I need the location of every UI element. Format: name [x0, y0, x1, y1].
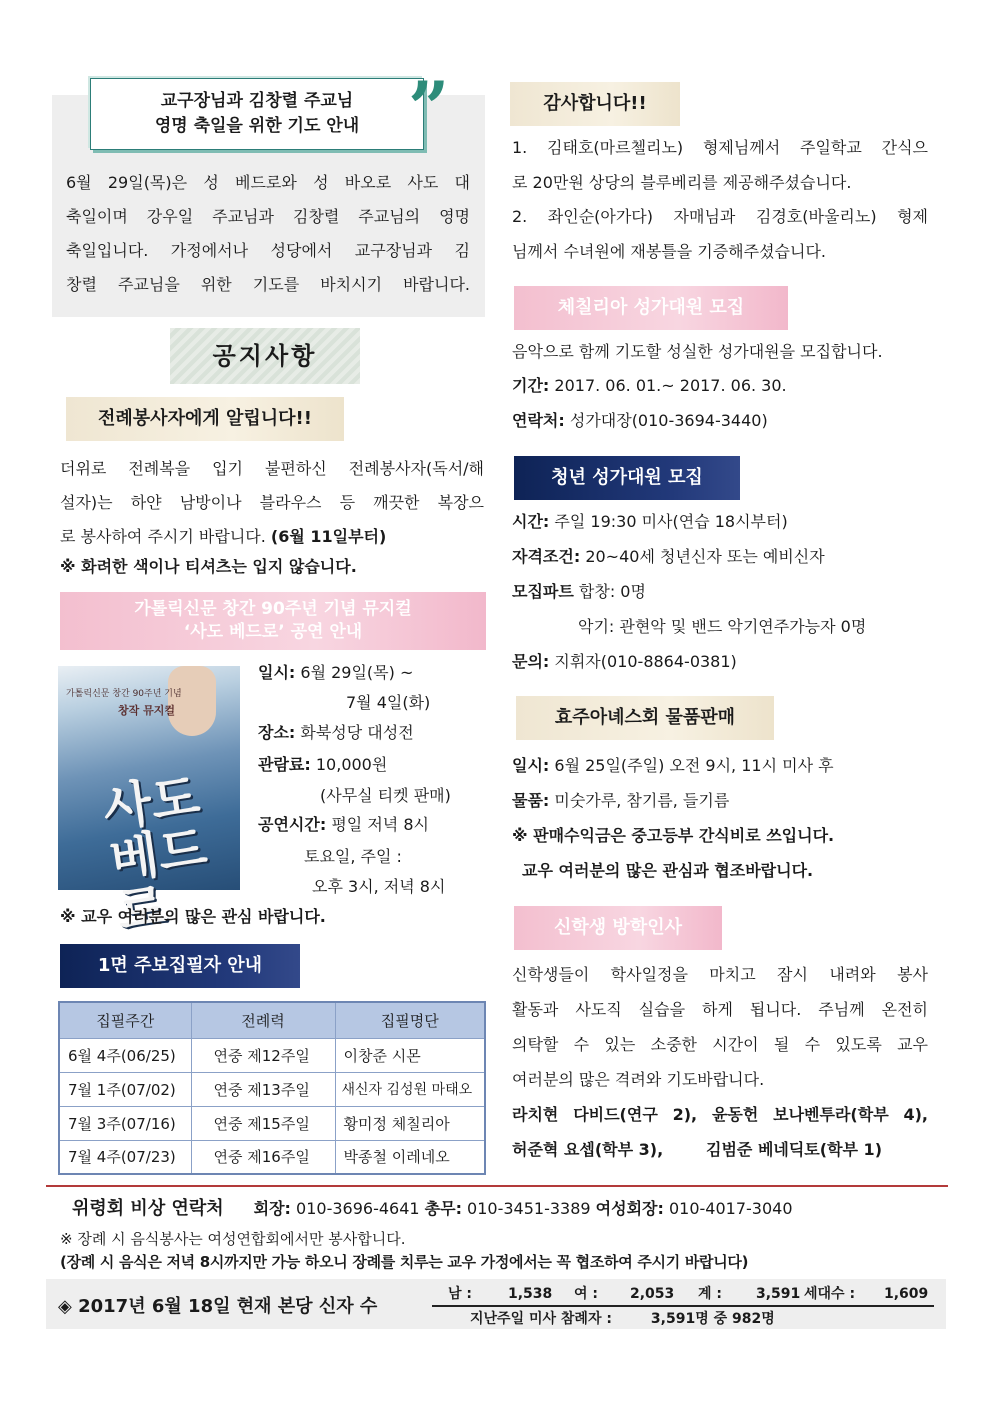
altar-text: 로 봉사하여 주시기 바랍니다. [60, 527, 271, 546]
seminarian-names: 허준혁 요셉(학부 3), [512, 1140, 664, 1159]
cecilia-intro: 음악으로 함께 기도할 성실한 성가대원을 모집합니다. [512, 342, 883, 361]
youth-part-instruments: 악기: 관현악 및 밴드 악기연주가능자 0명 [578, 617, 867, 636]
cecilia-contact-val: 성가대장(010-3694-3440) [564, 411, 768, 430]
female-key: 여 : [574, 1286, 598, 1302]
women-chair-val: 010-4017-3040 [663, 1199, 793, 1218]
writers-table [58, 1001, 486, 1175]
youth-ask-val: 지휘자(010-8864-0381) [549, 652, 737, 671]
musical-label [60, 592, 486, 650]
table-cell: 황미정 체칠리아 [335, 1106, 485, 1140]
table-header-row [59, 1002, 485, 1038]
total-val: 3,591 [756, 1286, 801, 1302]
table-cell: 이창준 시몬 [335, 1038, 485, 1072]
agnes-items-key: 물품: [512, 791, 550, 810]
chair-val: 010-3696-4641 [290, 1199, 425, 1218]
prayer-text-line: 6월 29일(목)은 성 베드로와 성 바오로 사도 대 [66, 173, 470, 192]
agnes-date-val: 6월 25일(주일) 오전 9시, 11시 미사 후 [549, 756, 834, 775]
seminarian-names: 라치현 다비드(연구 2), 윤동헌 보나벤투라(학부 4), [512, 1105, 928, 1124]
thanks-text-line: 로 20만원 상당의 블루베리를 제공해주셨습니다. [512, 173, 852, 192]
musical-note: ※ 교우 여러분의 많은 관심 바랍니다. [60, 907, 326, 926]
musical-date-val: 6월 29일(목) ~ [295, 663, 414, 682]
agnes-label: 효주아녜스회 물품판매 [516, 696, 774, 740]
table-cell: 연중 제16주일 [191, 1140, 335, 1174]
thanks-text-line: 님께서 수녀원에 재봉틀을 기증해주셨습니다. [512, 242, 827, 261]
table-cell: 연중 제12주일 [191, 1038, 335, 1072]
musical-date-key: 일시: [258, 663, 296, 682]
seminarian-text-line: 활동과 사도직 실습을 하게 됩니다. 주님께 온전히 [512, 1000, 928, 1019]
funeral-note: ※ 장례 시 음식봉사는 여성연합회에서만 봉사합니다. [60, 1230, 406, 1248]
musical-fee-key: 관람료: [258, 755, 311, 774]
female-val: 2,053 [630, 1286, 675, 1302]
youth-ask [512, 645, 737, 679]
table-cell: 7월 4주(07/23) [59, 1140, 191, 1174]
seminarian-text-line: 의탁할 수 있는 소중한 시간이 될 수 있도록 교우 [512, 1035, 928, 1054]
altar-warning: ※ 화려한 색이나 티셔츠는 입지 않습니다. [60, 557, 357, 576]
cecilia-contact [512, 404, 768, 438]
musical-fee-val: 10,000원 [310, 755, 388, 774]
table-row [59, 1140, 485, 1174]
youth-qual [512, 540, 825, 574]
prayer-text-line: 축일입니다. 가정에서나 성당에서 교구장님과 김 [66, 241, 470, 260]
poster-title: 사도 베드로 [99, 766, 211, 942]
table-cell: 7월 1주(07/02) [59, 1072, 191, 1106]
altar-text-line: 설자)는 하얀 남방이나 블라우스 등 깨끗한 복장으 [60, 493, 484, 512]
youth-time-key: 시간: [512, 512, 550, 531]
youth-qual-val: 20~40세 청년신자 또는 예비신자 [580, 547, 825, 566]
writers-label: 1면 주보집필자 안내 [60, 944, 300, 988]
cecilia-label: 체칠리아 성가대원 모집 [514, 286, 788, 330]
poster-hand-image [168, 666, 216, 736]
prayer-title-line2: 영명 축일을 위한 기도 안내 [154, 116, 360, 136]
women-chair-key: 여성회장: [595, 1199, 664, 1218]
seminarian-text-line: 신학생들이 학사일정을 마치고 잠시 내려와 봉사 [512, 965, 928, 984]
table-cell: 연중 제13주일 [191, 1072, 335, 1106]
cecilia-period-key: 기간: [512, 376, 550, 395]
musical-place [258, 716, 414, 750]
emergency-contacts [72, 1192, 793, 1226]
musical-place-key: 장소: [258, 723, 296, 742]
notice-title: 공지사항 [170, 328, 360, 384]
youth-label: 청년 성가대원 모집 [514, 456, 740, 500]
table-header: 집필명단 [335, 1002, 485, 1038]
musical-label-line1: 가톨릭신문 창간 90주년 기념 뮤지컬 [134, 599, 412, 619]
altar-label: 전례봉사자에게 알립니다!! [66, 397, 344, 441]
youth-qual-key: 자격조건: [512, 547, 581, 566]
table-row [59, 1072, 485, 1106]
prayer-title-line1: 교구장님과 김창렬 주교님 [160, 91, 354, 111]
emergency-label: 위령회 비상 연락처 [72, 1198, 224, 1219]
youth-part-key: 모집파트 [512, 582, 574, 601]
thanks-text-line: 2. 좌인순(아가다) 자매님과 김경호(바울리노) 형제 [512, 207, 928, 226]
agnes-note: 교우 여러분의 많은 관심과 협조바랍니다. [522, 861, 814, 880]
musical-time-key: 공연시간: [258, 815, 327, 834]
table-row [59, 1038, 485, 1072]
youth-part-val: 합창: 0명 [573, 582, 646, 601]
poster-sub-text: 창작 뮤지컬 [118, 704, 175, 717]
total-key: 계 : [698, 1286, 722, 1302]
altar-date-note: (6월 11일부터) [270, 527, 387, 546]
cecilia-period [512, 369, 787, 403]
households-val: 1,609 [884, 1286, 929, 1302]
footer-divider [46, 1185, 948, 1187]
mass-attendance: 지난주일 미사 참례자 : 3,591명 중 982명 [470, 1311, 775, 1327]
youth-time [512, 505, 788, 539]
musical-label-line2: ‘사도 베드로’ 공연 안내 [183, 622, 363, 642]
seminarian-text-line: 여러분의 많은 격려와 기도바랍니다. [512, 1070, 765, 1089]
seminarian-names: 김범준 베네딕토(학부 1) [706, 1140, 883, 1159]
agnes-date [512, 749, 834, 783]
prayer-title [90, 78, 424, 150]
agnes-note: ※ 판매수익금은 중고등부 간식비로 쓰입니다. [512, 826, 835, 845]
thanks-text-line: 1. 김태호(마르첼리노) 형제님께서 주일학교 간식으 [512, 138, 928, 157]
musical-place-val: 화북성당 대성전 [295, 723, 414, 742]
agnes-items-val: 미숫가루, 참기름, 들기름 [549, 791, 730, 810]
secretary-key: 총무: [424, 1199, 462, 1218]
seminarian-label: 신학생 방학인사 [514, 906, 722, 950]
table-cell: 박종철 이레네오 [335, 1140, 485, 1174]
thanks-label: 감사합니다!! [510, 82, 680, 126]
musical-time-weekend: 토요일, 주일 : [304, 847, 402, 866]
musical-time-val: 평일 저녁 8시 [326, 815, 429, 834]
prayer-text-line: 축일이며 강우일 주교님과 김창렬 주교님의 영명 [66, 207, 470, 226]
table-cell: 6월 4주(06/25) [59, 1038, 191, 1072]
stats-label: ◈ 2017년 6월 18일 현재 본당 신자 수 [58, 1296, 378, 1317]
musical-date [258, 656, 413, 690]
stats-divider [432, 1305, 934, 1307]
youth-ask-key: 문의: [512, 652, 550, 671]
table-cell: 연중 제15주일 [191, 1106, 335, 1140]
table-row [59, 1106, 485, 1140]
table-header: 집필주간 [59, 1002, 191, 1038]
altar-text-line: 더위로 전례복을 입기 불편하신 전례봉사자(독서/해 [60, 459, 484, 478]
table-header: 전례력 [191, 1002, 335, 1038]
altar-text-line [60, 520, 386, 554]
funeral-note-detail: (장례 시 음식은 저녁 8시까지만 가능 하오니 장례를 치루는 교우 가정에서는 꼭 협조하여 주시기 바랍니다) [60, 1253, 749, 1271]
musical-fee [258, 748, 387, 782]
agnes-items [512, 784, 729, 818]
cecilia-contact-key: 연락처: [512, 411, 565, 430]
chair-key: 회장: [253, 1199, 291, 1218]
agnes-date-key: 일시: [512, 756, 550, 775]
poster-top-text: 가톨릭신문 창간 90주년 기념 [66, 689, 182, 699]
prayer-text-line: 창렬 주교님을 위한 기도를 바치시기 바랍니다. [66, 275, 470, 294]
table-cell: 7월 3주(07/16) [59, 1106, 191, 1140]
musical-date-end: 7월 4일(화) [346, 693, 431, 712]
cecilia-period-val: 2017. 06. 01.~ 2017. 06. 30. [549, 376, 787, 395]
male-val: 1,538 [508, 1286, 553, 1302]
musical-time [258, 808, 429, 842]
quote-icon: ” [408, 65, 450, 150]
table-cell: 새신자 김성원 마태오 [335, 1072, 485, 1106]
musical-fee-note: (사무실 티켓 판매) [320, 786, 451, 805]
musical-time-weekend-hours: 오후 3시, 저녁 8시 [312, 877, 446, 896]
male-key: 남 : [448, 1286, 472, 1302]
households-key: 세대수 : [804, 1286, 856, 1302]
youth-time-val: 주일 19:30 미사(연습 18시부터) [549, 512, 788, 531]
youth-part [512, 575, 646, 609]
secretary-val: 010-3451-3389 [461, 1199, 596, 1218]
